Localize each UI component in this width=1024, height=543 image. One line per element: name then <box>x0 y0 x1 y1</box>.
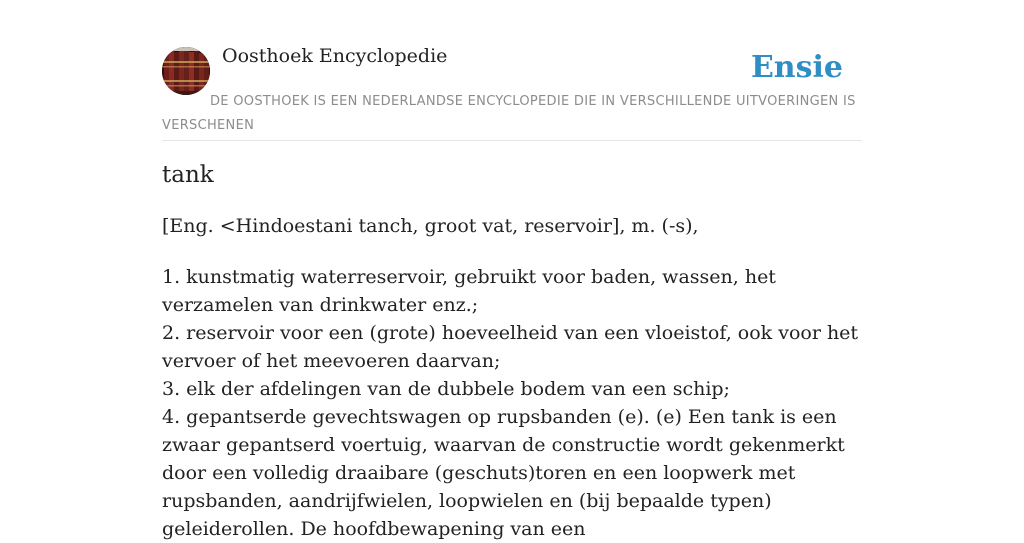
site-avatar[interactable] <box>162 47 210 95</box>
site-tagline: DE OOSTHOEK IS EEN NEDERLANDSE ENCYCLOPEDIE DIE IN VERSCHILLENDE UITVOERINGEN IS VERSCHENEN <box>162 94 856 133</box>
entry-title: tank <box>162 162 214 188</box>
entry-etymology: [Eng. <Hindoestani tanch, groot vat, reservoir], m. (-s), <box>162 215 699 237</box>
entry-definitions <box>162 263 862 543</box>
encyclopedia-books-icon <box>162 47 210 95</box>
page-container <box>162 0 862 540</box>
definition-item: 1. kunstmatig waterreservoir, gebruikt voor baden, wassen, het verzamelen van drinkwater enz.; <box>162 266 776 316</box>
definition-item: 3. elk der afdelingen van de dubbele bodem van een schip; <box>162 378 730 400</box>
site-title-link[interactable]: Oosthoek Encyclopedie <box>222 45 448 67</box>
definition-item: 2. reservoir voor een (grote) hoeveelheid van een vloeistof, ook voor het vervoer of het meevoeren daarvan; <box>162 322 859 372</box>
site-header <box>162 0 862 141</box>
definition-item: 4. gepantserde gevechtswagen op rupsbanden (e). (e) Een tank is een zwaar gepantserd voertuig, waarvan de constructie wordt gekenmerkt door een volledig draaibare (geschuts)toren en een loopwerk met rupsbanden, aandrijfwielen, loopwielen en (bij bepaalde typen) geleiderollen. De hoofdbewapening van een <box>162 406 845 540</box>
brand-logo[interactable]: Ensie <box>750 50 843 85</box>
